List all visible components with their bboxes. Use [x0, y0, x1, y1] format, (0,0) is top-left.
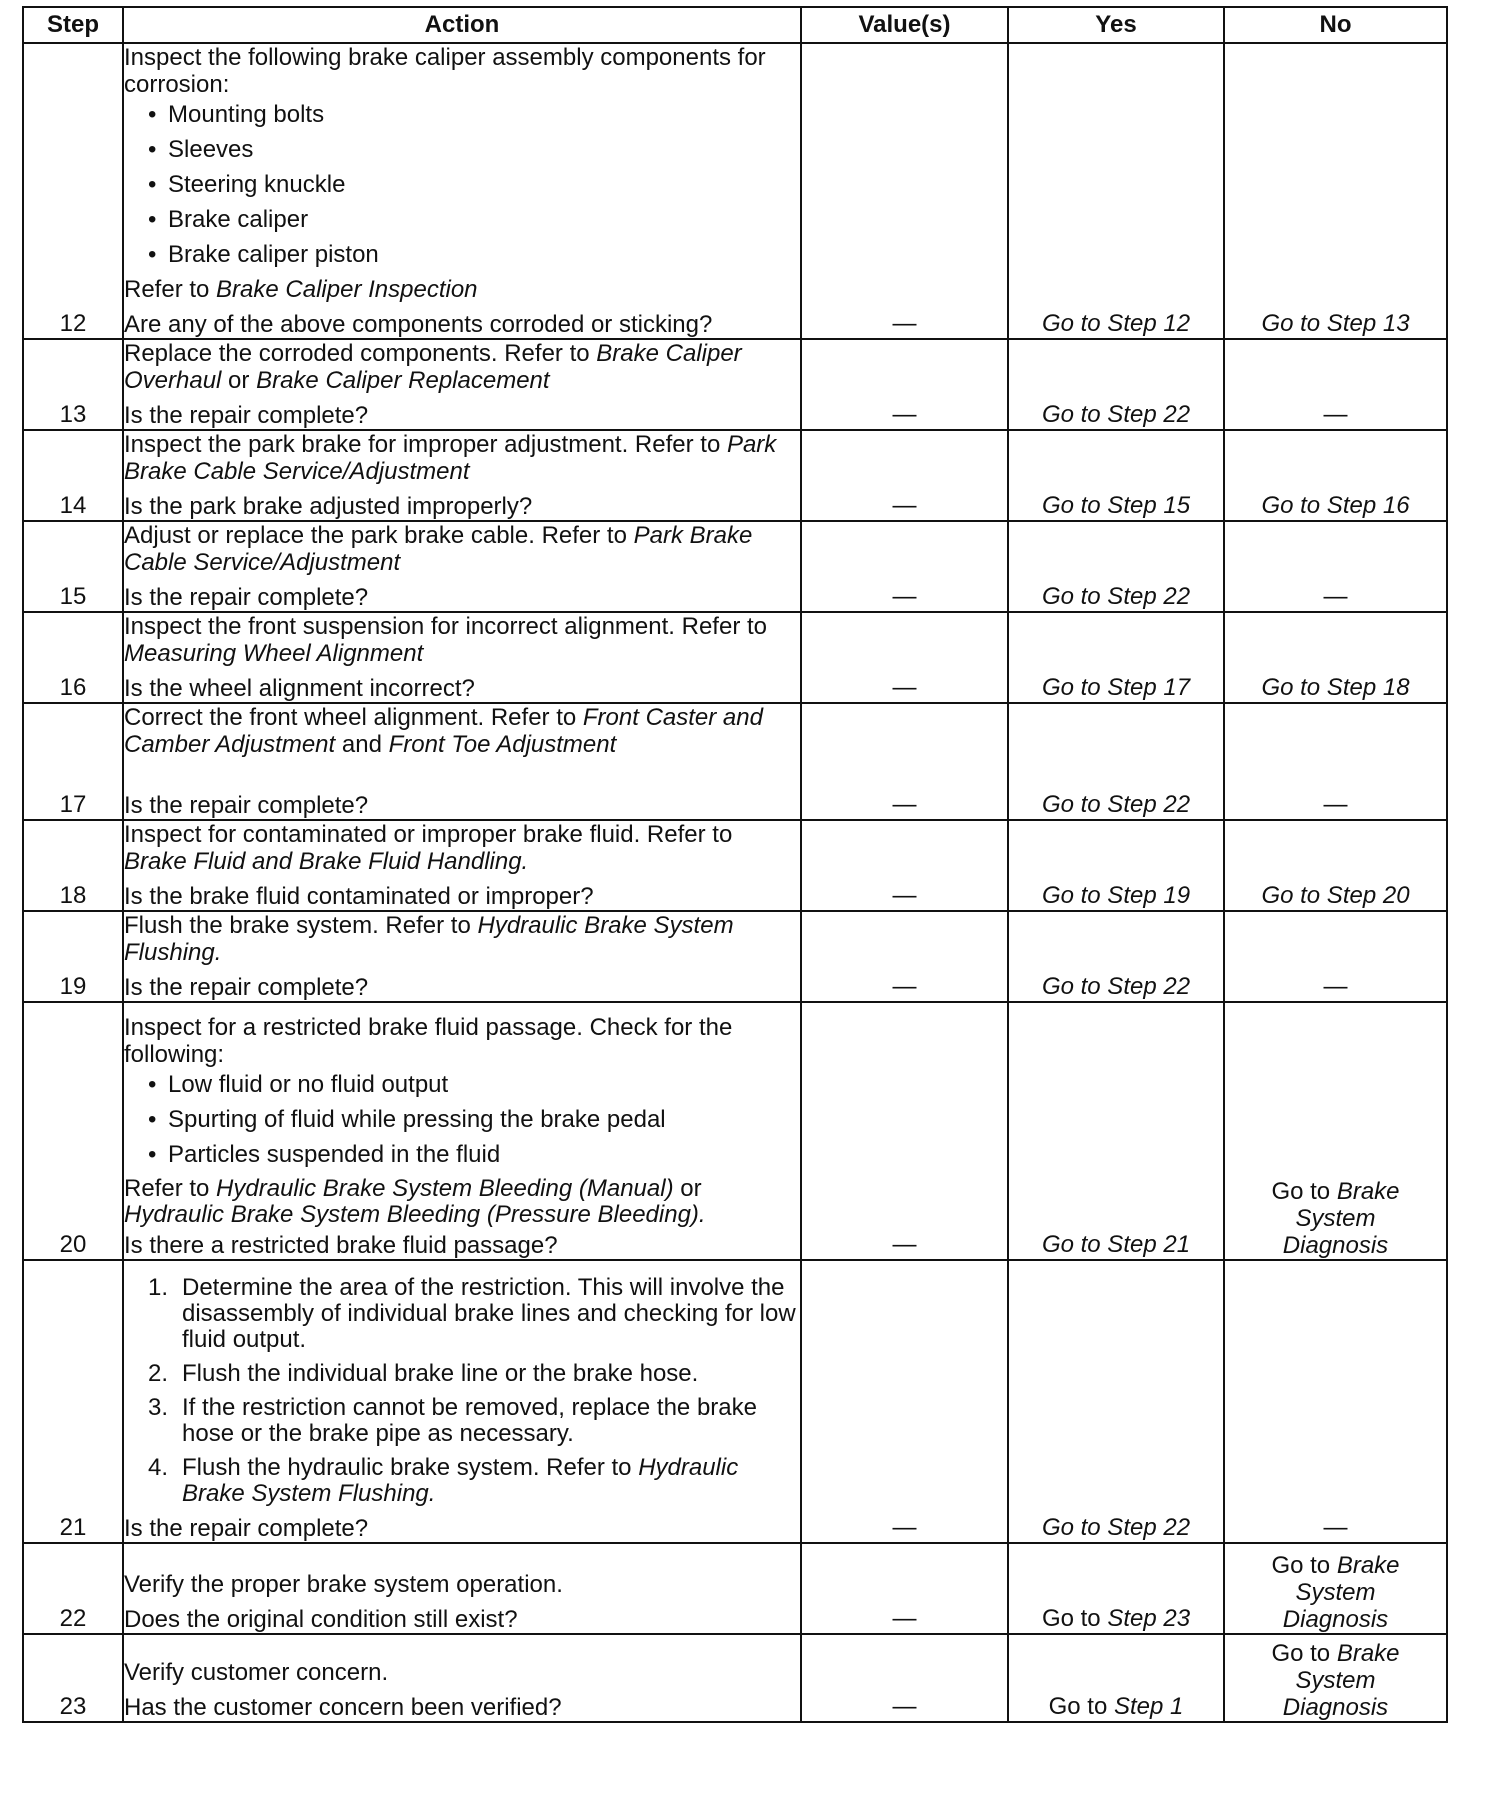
action-cell: [123, 339, 801, 430]
refer-link: Brake Caliper Overhaul: [124, 340, 742, 394]
list-item: [148, 1395, 800, 1447]
refer-link: Brake Fluid and Brake Fluid Handling.: [124, 848, 529, 875]
refer-link: Front Toe Adjustment: [388, 731, 617, 758]
action-text-mid: or: [221, 367, 257, 394]
bullet-list: [124, 1071, 800, 1168]
action-question: Is the brake fluid contaminated or improper?: [124, 883, 594, 910]
no-cell: [1224, 1634, 1447, 1722]
action-text-pre: Correct the front wheel alignment. Refer to: [124, 704, 583, 731]
refer-prefix: Refer to: [124, 276, 217, 303]
table-row: [23, 1634, 1447, 1722]
yes-cell: Go to Step 22: [1008, 703, 1224, 820]
no-text-pre: Go to: [1271, 1178, 1337, 1205]
step-number: 19: [23, 911, 123, 1002]
no-cell: —: [1224, 703, 1447, 820]
table-row: [23, 612, 1447, 703]
action-text-pre: Inspect the park brake for improper adjustment. Refer to: [124, 431, 727, 458]
yes-cell: Go to Step 22: [1008, 911, 1224, 1002]
no-cell: —: [1224, 911, 1447, 1002]
refer-line: [124, 1176, 800, 1228]
action-text: [124, 821, 800, 875]
step-number: 20: [23, 1002, 123, 1260]
refer-link: Measuring Wheel Alignment: [124, 640, 424, 667]
action-text: [124, 912, 800, 966]
step-number: 23: [23, 1634, 123, 1722]
value-cell: —: [801, 43, 1008, 339]
value-cell: —: [801, 521, 1008, 612]
step-number: 15: [23, 521, 123, 612]
refer-link: Park Brake Cable Service/Adjustment: [124, 431, 777, 485]
value-cell: —: [801, 911, 1008, 1002]
value-cell: —: [801, 1002, 1008, 1260]
action-text-pre: Adjust or replace the park brake cable. Refer to: [124, 522, 634, 549]
action-cell: [123, 703, 801, 820]
action-cell: [123, 911, 801, 1002]
action-question: Are any of the above components corroded or sticking?: [124, 311, 713, 338]
action-question: Is the park brake adjusted improperly?: [124, 493, 533, 520]
no-text-pre: Go to: [1271, 1640, 1337, 1667]
yes-cell: Go to Step 22: [1008, 339, 1224, 430]
value-cell: —: [801, 820, 1008, 911]
no-text-pre: Go to: [1271, 1552, 1337, 1579]
step-number: 21: [23, 1260, 123, 1543]
no-line: System: [1295, 1579, 1376, 1606]
list-item: [148, 1455, 800, 1507]
yes-cell: [1008, 1543, 1224, 1634]
action-cell: [123, 1260, 801, 1543]
list-text: Flush the hydraulic brake system. Refer to: [182, 1454, 639, 1481]
action-question: Has the customer concern been verified?: [124, 1694, 562, 1721]
no-line: [1225, 1178, 1446, 1205]
value-cell: —: [801, 339, 1008, 430]
refer-link: Park Brake Cable Service/Adjustment: [124, 522, 753, 576]
action-text: Verify customer concern.: [124, 1659, 389, 1686]
yes-cell: Go to Step 22: [1008, 521, 1224, 612]
header-no: No: [1224, 7, 1447, 43]
yes-cell: Go to Step 21: [1008, 1002, 1224, 1260]
action-text-pre: Replace the corroded components. Refer to: [124, 340, 597, 367]
action-question: Is there a restricted brake fluid passage?: [124, 1232, 558, 1259]
list-item: • Brake caliper piston: [148, 241, 800, 268]
action-text-pre: Flush the brake system. Refer to: [124, 912, 478, 939]
value-cell: —: [801, 430, 1008, 521]
refer-link: Hydraulic Brake System Flushing.: [124, 912, 734, 966]
no-line: System: [1295, 1667, 1376, 1694]
header-values: Value(s): [801, 7, 1008, 43]
no-line: Diagnosis: [1282, 1694, 1389, 1721]
refer-link: Front Caster and Camber Adjustment: [124, 704, 763, 758]
table-row: [23, 521, 1447, 612]
action-question: Is the repair complete?: [124, 1515, 369, 1542]
refer-mid: or: [673, 1175, 702, 1202]
value-cell: —: [801, 1543, 1008, 1634]
list-item: • Brake caliper: [148, 206, 800, 233]
action-text: Verify the proper brake system operation.: [124, 1571, 563, 1598]
no-line: Diagnosis: [1282, 1232, 1389, 1259]
no-cell: Go to Step 20: [1224, 820, 1447, 911]
action-text: [124, 704, 800, 758]
yes-cell: Go to Step 19: [1008, 820, 1224, 911]
yes-cell: Go to Step 12: [1008, 43, 1224, 339]
action-question: Is the wheel alignment incorrect?: [124, 675, 475, 702]
no-line: Diagnosis: [1282, 1606, 1389, 1633]
yes-cell: Go to Step 15: [1008, 430, 1224, 521]
table-row: [23, 820, 1447, 911]
no-cell: [1224, 1002, 1447, 1260]
table-row: [23, 430, 1447, 521]
yes-cell: Go to Step 22: [1008, 1260, 1224, 1543]
refer-line: [124, 276, 800, 303]
table-row: [23, 339, 1447, 430]
list-item: • Spurting of fluid while pressing the brake pedal: [148, 1106, 800, 1133]
value-cell: —: [801, 612, 1008, 703]
no-line: System: [1295, 1205, 1376, 1232]
yes-text-pre: Go to: [1048, 1693, 1114, 1720]
value-cell: —: [801, 1260, 1008, 1543]
table-row: [23, 1260, 1447, 1543]
no-link: Brake: [1336, 1640, 1400, 1667]
action-cell: [123, 43, 801, 339]
no-line: [1225, 1552, 1446, 1579]
step-number: 12: [23, 43, 123, 339]
action-text: [124, 522, 800, 576]
step-number: 22: [23, 1543, 123, 1634]
list-item: • Mounting bolts: [148, 101, 800, 128]
step-number: 18: [23, 820, 123, 911]
no-cell: [1224, 1543, 1447, 1634]
list-item: • Steering knuckle: [148, 171, 800, 198]
diagnostic-table: [22, 6, 1448, 1723]
yes-text-pre: Go to: [1041, 1605, 1108, 1632]
action-question: Is the repair complete?: [124, 974, 369, 1001]
action-text: [124, 340, 800, 394]
action-cell: [123, 521, 801, 612]
list-item: • Low fluid or no fluid output: [148, 1071, 800, 1098]
header-row: [23, 7, 1447, 43]
action-question: Is the repair complete?: [124, 402, 369, 429]
yes-link: Step 23: [1107, 1605, 1191, 1632]
action-text-pre: Inspect the front suspension for incorrect alignment. Refer to: [124, 613, 767, 640]
refer-link: Hydraulic Brake System Flushing.: [182, 1454, 739, 1507]
no-cell: —: [1224, 1260, 1447, 1543]
table-row: [23, 1002, 1447, 1260]
list-text: Determine the area of the restriction. This will involve the disassembly of individual brake lines and checking for low fluid output.: [182, 1274, 796, 1353]
action-question: Is the repair complete?: [124, 584, 369, 611]
table-row: [23, 43, 1447, 339]
action-cell: [123, 612, 801, 703]
yes-cell: Go to Step 17: [1008, 612, 1224, 703]
header-step: Step: [23, 7, 123, 43]
step-number: 17: [23, 703, 123, 820]
no-cell: Go to Step 18: [1224, 612, 1447, 703]
action-text: [124, 431, 800, 485]
action-question: Does the original condition still exist?: [124, 1606, 518, 1633]
list-item: • Particles suspended in the fluid: [148, 1141, 800, 1168]
action-cell: [123, 430, 801, 521]
list-number: 2.: [148, 1360, 169, 1387]
list-item: [148, 1275, 800, 1353]
no-cell: Go to Step 16: [1224, 430, 1447, 521]
header-action: Action: [123, 7, 801, 43]
refer-link: Brake Caliper Inspection: [216, 276, 478, 303]
value-cell: —: [801, 703, 1008, 820]
table-row: [23, 1543, 1447, 1634]
table-row: [23, 911, 1447, 1002]
bullet-list: [124, 101, 800, 268]
no-cell: —: [1224, 521, 1447, 612]
action-text-mid: and: [335, 731, 389, 758]
no-cell: —: [1224, 339, 1447, 430]
action-text-pre: Inspect for contaminated or improper brake fluid. Refer to: [124, 821, 733, 848]
refer-prefix: Refer to: [124, 1175, 217, 1202]
no-link: Brake: [1336, 1552, 1400, 1579]
action-cell: [123, 1634, 801, 1722]
table-row: [23, 703, 1447, 820]
action-intro: Inspect the following brake caliper assembly components for corrosion:: [124, 44, 766, 98]
action-text: [124, 613, 800, 667]
list-number: 4.: [148, 1454, 169, 1481]
refer-link: Brake Caliper Replacement: [256, 367, 550, 394]
step-number: 13: [23, 339, 123, 430]
yes-link: Step 1: [1113, 1693, 1184, 1720]
list-text: Flush the individual brake line or the brake hose.: [182, 1360, 699, 1387]
list-number: 1.: [148, 1274, 169, 1301]
numbered-list: [124, 1275, 800, 1507]
step-number: 14: [23, 430, 123, 521]
action-cell: [123, 1002, 801, 1260]
action-cell: [123, 820, 801, 911]
action-question: Is the repair complete?: [124, 792, 369, 819]
list-item: [148, 1361, 800, 1387]
no-link: Brake: [1336, 1178, 1400, 1205]
header-yes: Yes: [1008, 7, 1224, 43]
action-intro: Inspect for a restricted brake fluid passage. Check for the following:: [124, 1014, 733, 1068]
value-cell: —: [801, 1634, 1008, 1722]
no-cell: Go to Step 13: [1224, 43, 1447, 339]
action-cell: [123, 1543, 801, 1634]
list-text: If the restriction cannot be removed, replace the brake hose or the brake pipe as necessary.: [182, 1394, 757, 1447]
step-number: 16: [23, 612, 123, 703]
refer-link: Hydraulic Brake System Bleeding (Manual): [216, 1175, 674, 1202]
no-line: [1225, 1640, 1446, 1667]
refer-link: Hydraulic Brake System Bleeding (Pressure Bleeding).: [124, 1201, 706, 1228]
list-item: • Sleeves: [148, 136, 800, 163]
yes-cell: [1008, 1634, 1224, 1722]
list-number: 3.: [148, 1394, 169, 1421]
